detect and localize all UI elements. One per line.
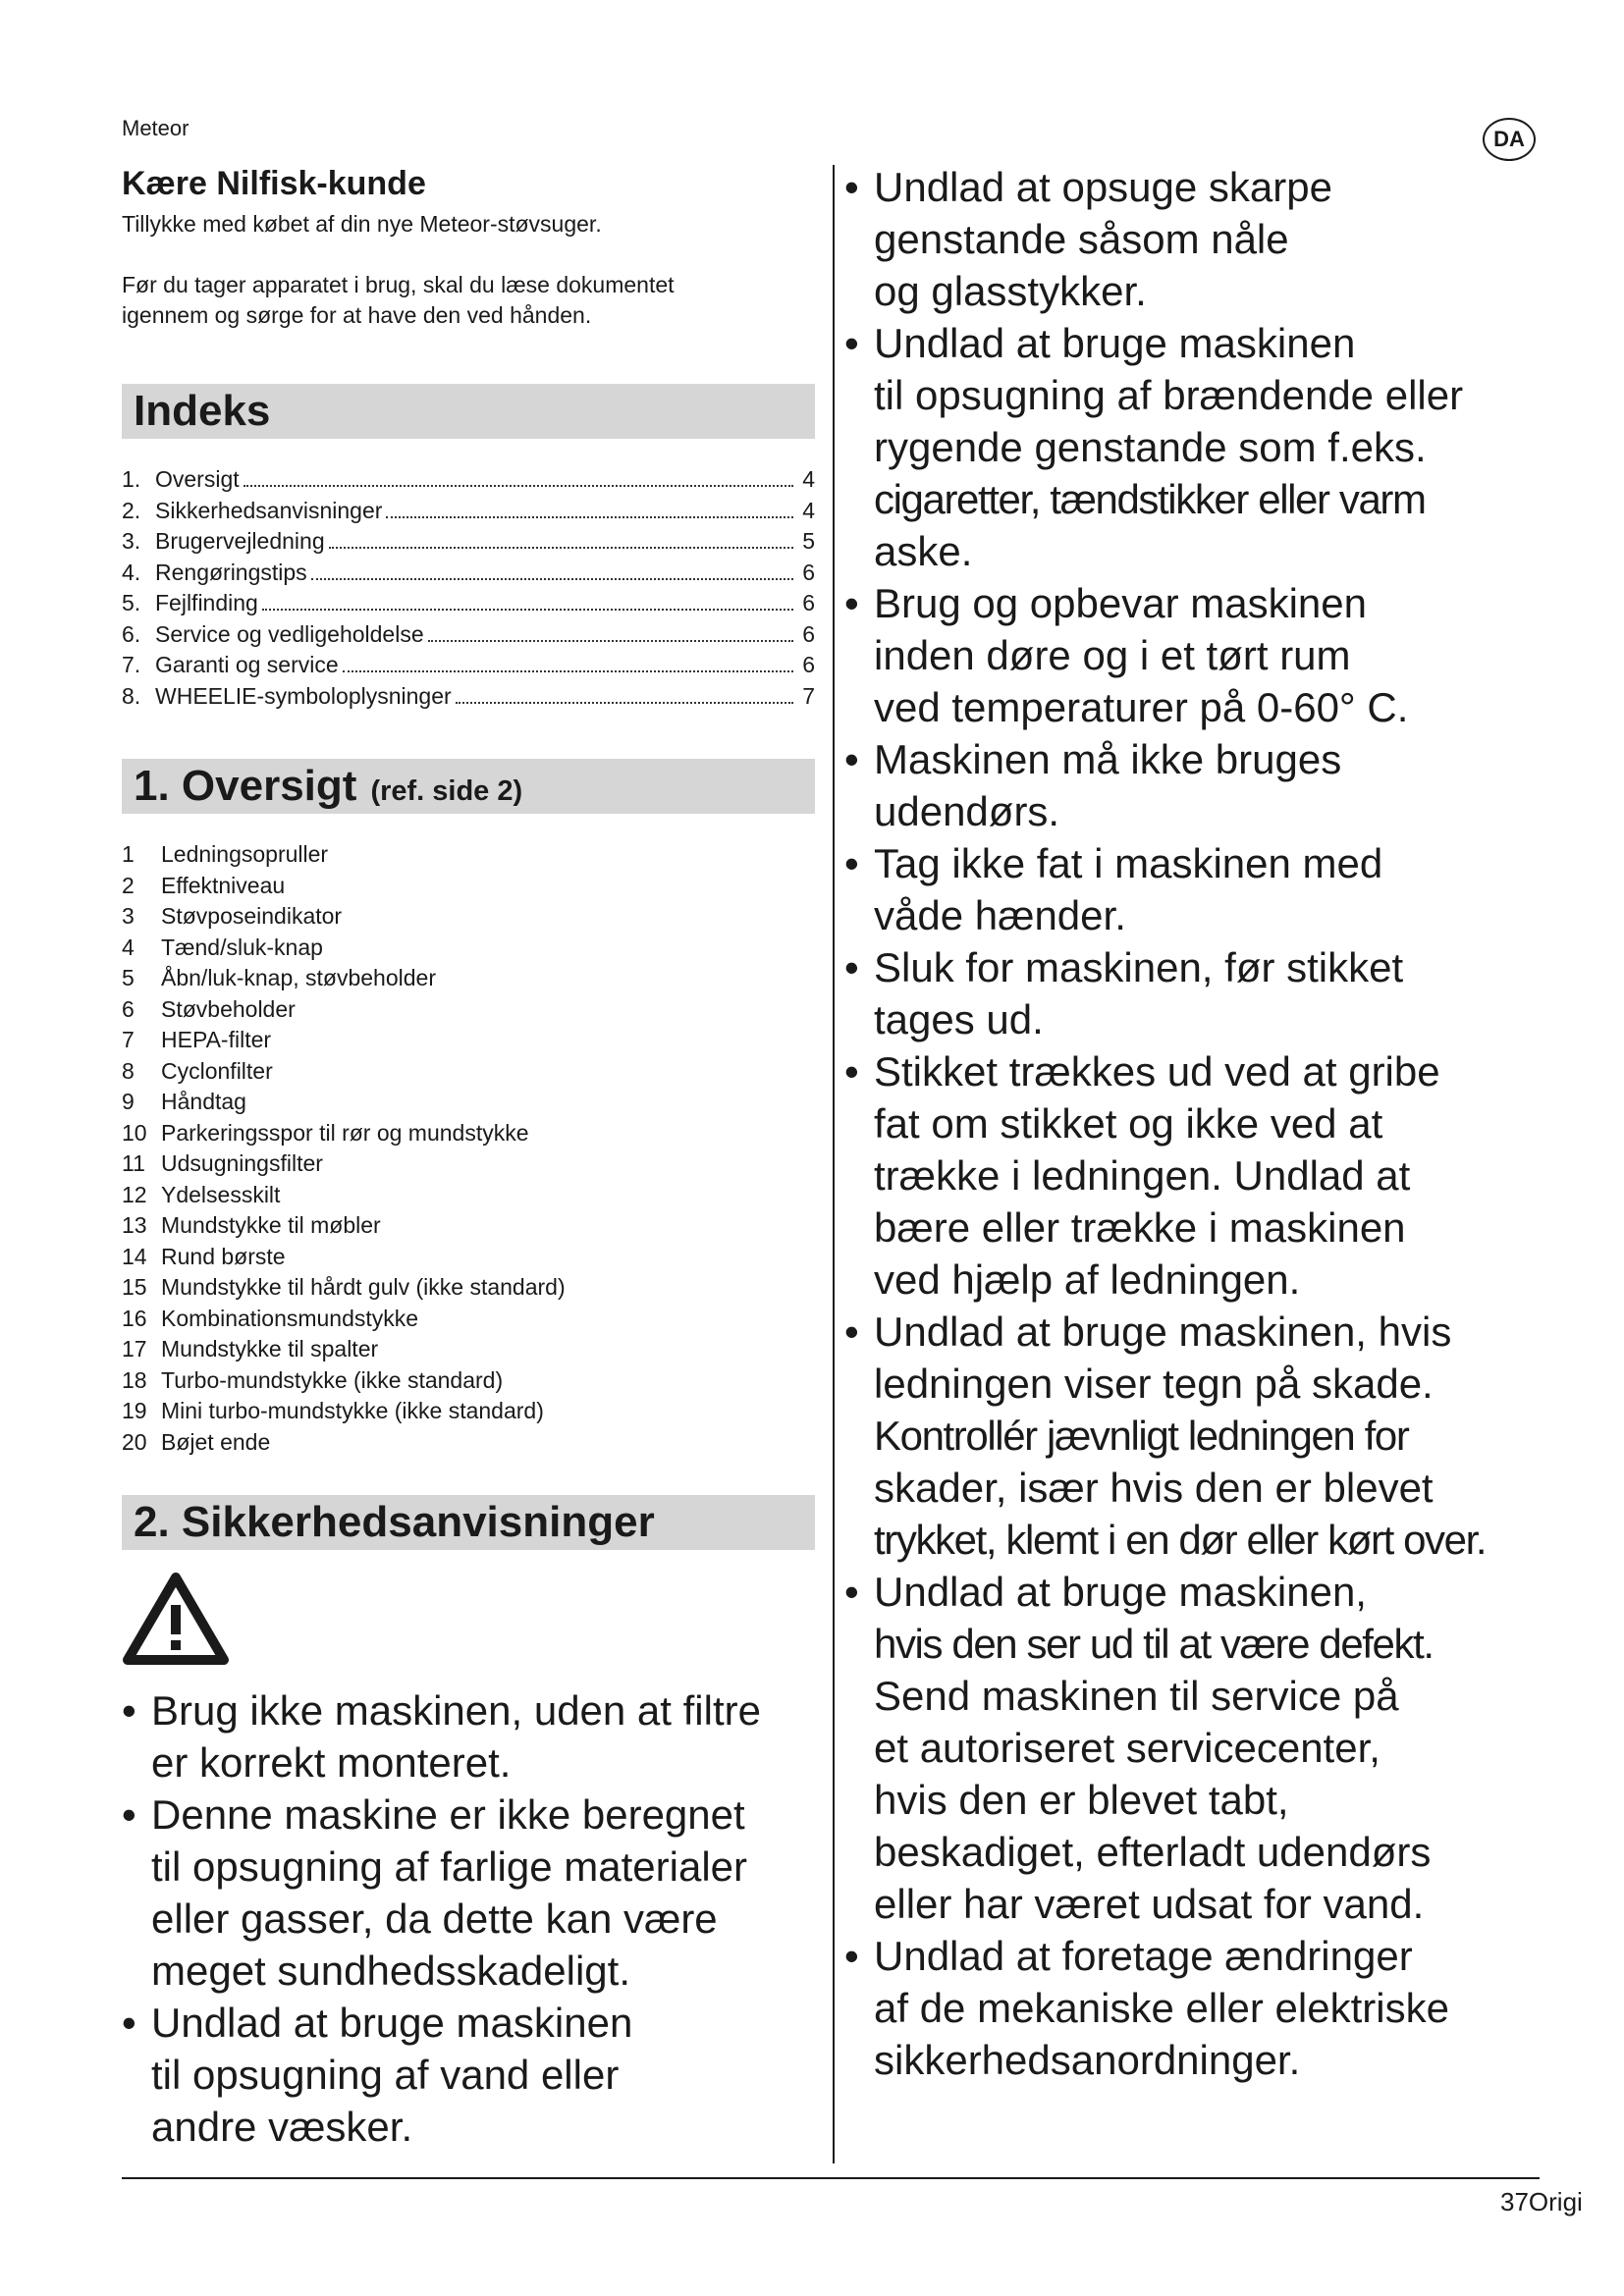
safety-line: aske. bbox=[874, 528, 973, 574]
overview-number: 12 bbox=[122, 1181, 147, 1207]
safety-line: cigaretter, tændstikker eller varm bbox=[874, 476, 1426, 522]
toc-leader bbox=[428, 640, 793, 642]
overview-item bbox=[122, 1304, 815, 1335]
toc-label: Brugervejledning bbox=[155, 528, 325, 554]
safety-line: til opsugning af vand eller bbox=[151, 2052, 620, 2098]
toc-leader bbox=[244, 485, 793, 487]
overview-item bbox=[122, 1148, 815, 1180]
toc-number: 7. bbox=[122, 652, 141, 677]
toc-page: 4 bbox=[802, 466, 815, 492]
overview-number: 19 bbox=[122, 1398, 147, 1423]
overview-label: Mundstykke til spalter bbox=[161, 1336, 379, 1362]
overview-number: 14 bbox=[122, 1243, 147, 1269]
overview-item bbox=[122, 1056, 815, 1088]
safety-line: bære eller trække i maskinen bbox=[874, 1204, 1406, 1251]
safety-line: meget sundhedsskadeligt. bbox=[151, 1948, 630, 1994]
overview-number: 3 bbox=[122, 903, 135, 929]
toc-label: Rengøringstips bbox=[155, 559, 307, 585]
safety-line: • Maskinen må ikke bruges bbox=[874, 736, 1342, 782]
safety-bullet bbox=[844, 577, 1551, 733]
safety-line: beskadiget, efterladt udendørs bbox=[874, 1829, 1432, 1875]
toc-item bbox=[122, 466, 815, 498]
toc-page: 7 bbox=[802, 682, 815, 709]
overview-label: Åbn/luk-knap, støvbeholder bbox=[161, 965, 436, 990]
overview-item bbox=[122, 1427, 815, 1459]
overview-label: Rund børste bbox=[161, 1243, 286, 1269]
overview-item bbox=[122, 1087, 815, 1118]
overview-number: 13 bbox=[122, 1212, 147, 1238]
toc-leader bbox=[311, 578, 793, 580]
toc-page: 5 bbox=[802, 528, 815, 554]
safety-list-left bbox=[122, 1684, 815, 2153]
overview-label: Støvposeindikator bbox=[161, 903, 343, 929]
safety-bullet bbox=[844, 1930, 1551, 2086]
overview-item bbox=[122, 1210, 815, 1242]
safety-bullet bbox=[122, 1684, 815, 1789]
greeting-title: Kære Nilfisk-kunde bbox=[122, 165, 426, 202]
safety-line: tages ud. bbox=[874, 996, 1044, 1042]
toc-number: 5. bbox=[122, 590, 141, 615]
footer-rule bbox=[122, 2177, 1540, 2179]
overview-number: 4 bbox=[122, 934, 135, 960]
overview-number: 5 bbox=[122, 965, 135, 990]
safety-line: Send maskinen til service på bbox=[874, 1673, 1399, 1719]
brand-name: Meteor bbox=[122, 116, 189, 140]
overview-item bbox=[122, 963, 815, 994]
safety-line: Kontrollér jævnligt ledningen for bbox=[874, 1413, 1409, 1459]
safety-line: våde hænder. bbox=[874, 892, 1126, 938]
toc-label: Service og vedligeholdelse bbox=[155, 620, 424, 647]
safety-bullet bbox=[844, 733, 1551, 837]
safety-line: et autoriseret servicecenter, bbox=[874, 1725, 1380, 1771]
overview-number: 11 bbox=[122, 1150, 145, 1176]
safety-line: eller har været udsat for vand. bbox=[874, 1881, 1425, 1927]
overview-label: Kombinationsmundstykke bbox=[161, 1305, 419, 1331]
safety-line: ledningen viser tegn på skade. bbox=[874, 1361, 1434, 1407]
overview-item bbox=[122, 1025, 815, 1056]
toc-item bbox=[122, 621, 815, 653]
safety-list-right bbox=[844, 161, 1551, 2086]
overview-label: Støvbeholder bbox=[161, 995, 296, 1022]
overview-item bbox=[122, 1334, 815, 1365]
overview-number: 15 bbox=[122, 1274, 147, 1300]
safety-line: fat om stikket og ikke ved at bbox=[874, 1100, 1383, 1147]
toc-item bbox=[122, 652, 815, 683]
overview-item bbox=[122, 1118, 815, 1149]
warning-triangle-icon bbox=[122, 1572, 230, 1666]
toc-page: 6 bbox=[802, 559, 815, 585]
safety-line: trække i ledningen. Undlad at bbox=[874, 1152, 1411, 1199]
overview-item bbox=[122, 901, 815, 933]
toc-number: 1. bbox=[122, 466, 141, 492]
safety-line: til opsugning af brændende eller bbox=[874, 372, 1464, 418]
toc-label: WHEELIE-symboloplysninger bbox=[155, 682, 452, 709]
toc-number: 2. bbox=[122, 497, 141, 523]
safety-line: • Undlad at bruge maskinen, bbox=[874, 1569, 1367, 1615]
overview-label: Mundstykke til møbler bbox=[161, 1212, 381, 1238]
toc-item bbox=[122, 560, 815, 591]
safety-bullet bbox=[844, 1045, 1551, 1306]
overview-label: Ledningsopruller bbox=[161, 841, 329, 867]
overview-label: Ydelsesskilt bbox=[161, 1181, 281, 1207]
overview-item bbox=[122, 1272, 815, 1304]
overview-label: Cyclonfilter bbox=[161, 1057, 273, 1084]
overview-number: 17 bbox=[122, 1336, 147, 1362]
overview-number: 1 bbox=[122, 841, 135, 867]
safety-bullet bbox=[844, 317, 1551, 577]
safety-bullet bbox=[844, 837, 1551, 941]
safety-line: • Tag ikke fat i maskinen med bbox=[874, 840, 1383, 886]
safety-line: eller gasser, da dette kan være bbox=[151, 1896, 718, 1942]
safety-line: rygende genstande som f.eks. bbox=[874, 424, 1427, 470]
safety-line: skader, især hvis den er blevet bbox=[874, 1465, 1434, 1511]
toc-number: 6. bbox=[122, 620, 141, 647]
safety-line: • Brug og opbevar maskinen bbox=[874, 580, 1367, 626]
safety-line: trykket, klemt i en dør eller kørt over. bbox=[874, 1517, 1487, 1563]
index-heading: Indeks bbox=[122, 384, 815, 439]
safety-line: hvis den er blevet tabt, bbox=[874, 1777, 1289, 1823]
safety-line: • Undlad at opsuge skarpe bbox=[874, 164, 1332, 210]
safety-line: af de mekaniske eller elektriske bbox=[874, 1985, 1449, 2031]
greeting-text: Tillykke med købet af din nye Meteor-støvsuger. bbox=[122, 211, 602, 237]
toc-page: 6 bbox=[802, 652, 815, 677]
safety-line: • Undlad at bruge maskinen, hvis bbox=[874, 1308, 1452, 1355]
overview-number: 6 bbox=[122, 995, 135, 1022]
overview-number: 2 bbox=[122, 872, 135, 898]
overview-label: Mini turbo-mundstykke (ikke standard) bbox=[161, 1398, 544, 1423]
safety-line: • Denne maskine er ikke beregnet bbox=[151, 1791, 745, 1838]
overview-item bbox=[122, 1396, 815, 1427]
greeting-text: igennem og sørge for at have den ved hånden. bbox=[122, 302, 592, 328]
safety-line: sikkerhedsanordninger. bbox=[874, 2037, 1301, 2083]
overview-item bbox=[122, 871, 815, 902]
overview-heading-text: 1. Oversigt bbox=[134, 762, 357, 810]
safety-line: til opsugning af farlige materialer bbox=[151, 1843, 747, 1890]
safety-bullet bbox=[122, 1997, 815, 2153]
language-badge: DA bbox=[1483, 118, 1536, 161]
safety-heading: 2. Sikkerhedsanvisninger bbox=[122, 1495, 815, 1550]
toc-number: 8. bbox=[122, 682, 141, 709]
overview-number: 8 bbox=[122, 1057, 135, 1084]
toc-item bbox=[122, 498, 815, 529]
safety-line: udendørs. bbox=[874, 788, 1060, 834]
safety-bullet bbox=[844, 161, 1551, 317]
toc-label: Sikkerhedsanvisninger bbox=[155, 497, 383, 523]
right-column bbox=[844, 161, 1551, 2086]
toc-label: Oversigt bbox=[155, 466, 240, 492]
overview-item bbox=[122, 1180, 815, 1211]
overview-label: Bøjet ende bbox=[161, 1428, 271, 1455]
safety-line: hvis den ser ud til at være defekt. bbox=[874, 1621, 1434, 1667]
safety-line: • Undlad at bruge maskinen bbox=[151, 2000, 633, 2046]
safety-bullet bbox=[122, 1789, 815, 1997]
safety-line: • Brug ikke maskinen, uden at filtre bbox=[151, 1687, 761, 1734]
toc-number: 3. bbox=[122, 528, 141, 554]
safety-line: ved temperaturer på 0-60° C. bbox=[874, 684, 1409, 730]
overview-label: Mundstykke til hårdt gulv (ikke standard) bbox=[161, 1274, 566, 1300]
column-divider bbox=[833, 165, 835, 2163]
overview-label: HEPA-filter bbox=[161, 1027, 272, 1052]
safety-line: og glasstykker. bbox=[874, 268, 1147, 314]
overview-number: 18 bbox=[122, 1366, 147, 1393]
toc-number: 4. bbox=[122, 559, 141, 585]
page-number: 37Origi bbox=[1500, 2187, 1583, 2216]
overview-heading bbox=[122, 759, 815, 814]
toc-item bbox=[122, 590, 815, 621]
toc-label: Fejlfinding bbox=[155, 590, 258, 615]
overview-number: 20 bbox=[122, 1428, 147, 1455]
toc-item bbox=[122, 528, 815, 560]
overview-label: Effektniveau bbox=[161, 872, 286, 898]
toc-page: 6 bbox=[802, 620, 815, 647]
overview-number: 10 bbox=[122, 1119, 147, 1146]
overview-number: 16 bbox=[122, 1305, 147, 1331]
overview-ref: (ref. side 2) bbox=[370, 775, 523, 807]
overview-item bbox=[122, 1365, 815, 1397]
overview-list bbox=[122, 839, 815, 1458]
safety-line: genstande såsom nåle bbox=[874, 216, 1289, 262]
toc-leader bbox=[262, 609, 793, 611]
safety-line: andre væsker. bbox=[151, 2104, 413, 2150]
toc-item bbox=[122, 683, 815, 715]
safety-bullet bbox=[844, 1566, 1551, 1930]
toc-leader bbox=[456, 702, 793, 704]
toc-page: 4 bbox=[802, 497, 815, 523]
overview-label: Parkeringsspor til rør og mundstykke bbox=[161, 1119, 529, 1146]
table-of-contents bbox=[122, 466, 815, 714]
overview-number: 7 bbox=[122, 1027, 135, 1052]
overview-item bbox=[122, 839, 815, 871]
safety-bullet bbox=[844, 941, 1551, 1045]
toc-leader bbox=[386, 516, 793, 518]
safety-line: • Sluk for maskinen, før stikket bbox=[874, 944, 1404, 990]
toc-page: 6 bbox=[802, 590, 815, 615]
greeting-text: Før du tager apparatet i brug, skal du læse dokumentet bbox=[122, 272, 675, 297]
overview-label: Udsugningsfilter bbox=[161, 1150, 323, 1176]
safety-line: • Stikket trækkes ud ved at gribe bbox=[874, 1048, 1440, 1095]
overview-label: Håndtag bbox=[161, 1089, 246, 1114]
overview-label: Tænd/sluk-knap bbox=[161, 934, 323, 960]
safety-line: • Undlad at foretage ændringer bbox=[874, 1933, 1413, 1979]
safety-line: • Undlad at bruge maskinen bbox=[874, 320, 1356, 366]
safety-line: ved hjælp af ledningen. bbox=[874, 1256, 1301, 1303]
overview-item bbox=[122, 994, 815, 1026]
overview-item bbox=[122, 933, 815, 964]
toc-leader bbox=[329, 547, 793, 549]
overview-number: 9 bbox=[122, 1089, 135, 1114]
safety-bullet bbox=[844, 1306, 1551, 1566]
left-column bbox=[122, 165, 815, 2153]
safety-line: er korrekt monteret. bbox=[151, 1739, 512, 1786]
safety-line: inden døre og i et tørt rum bbox=[874, 632, 1351, 678]
toc-label: Garanti og service bbox=[155, 652, 339, 677]
toc-leader bbox=[343, 670, 793, 672]
overview-label: Turbo-mundstykke (ikke standard) bbox=[161, 1366, 504, 1393]
overview-item bbox=[122, 1242, 815, 1273]
